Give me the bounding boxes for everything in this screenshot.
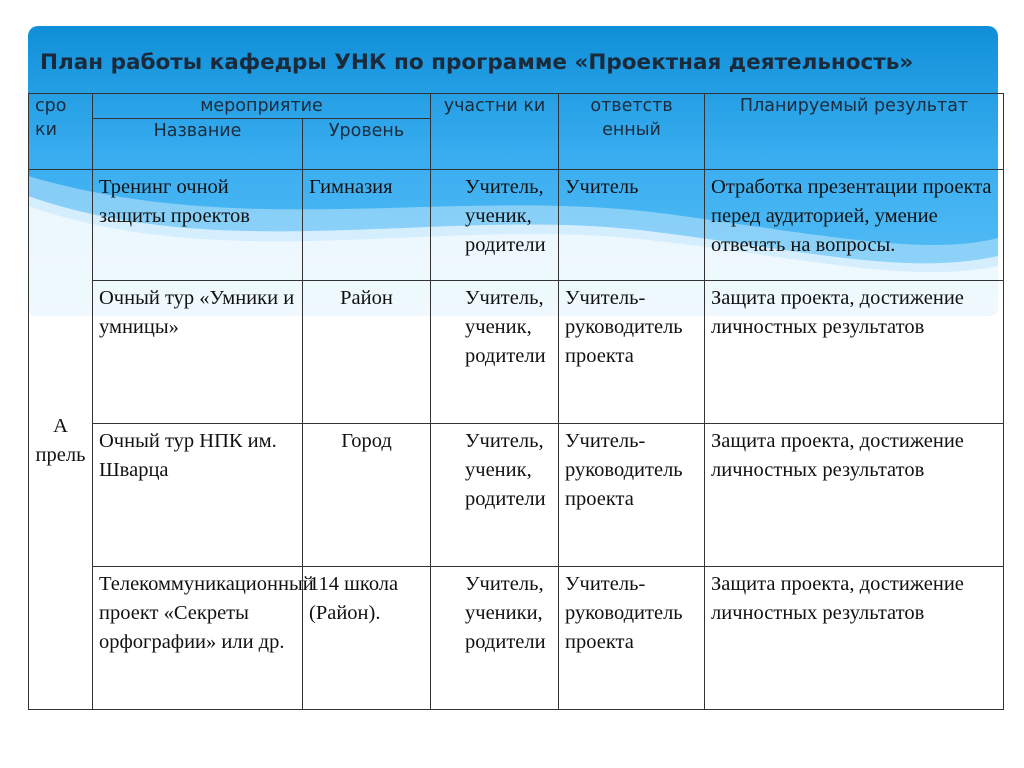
responsible-cell: Учитель-руководитель проекта — [559, 424, 705, 567]
table-row — [29, 170, 1004, 281]
header-terms: сро ки — [29, 94, 93, 170]
table-row — [29, 281, 1004, 424]
participants-cell: Учитель, ученики, родители — [431, 567, 559, 710]
header-participants: участни ки — [431, 94, 559, 170]
level-cell: Город — [303, 424, 431, 567]
participants-cell: Учитель, ученик, родители — [431, 170, 559, 281]
term-cell: А прель — [29, 170, 93, 710]
responsible-cell: Учитель-руководитель проекта — [559, 281, 705, 424]
plan-table — [28, 93, 1004, 710]
responsible-cell: Учитель — [559, 170, 705, 281]
event-name-cell: Тренинг очной защиты проектов — [93, 170, 303, 281]
page-title: План работы кафедры УНК по программе «Проектная деятельность» — [40, 50, 914, 75]
table-row — [29, 567, 1004, 710]
level-cell: Район — [303, 281, 431, 424]
result-cell: Защита проекта, достижение личностных результатов — [705, 281, 1004, 424]
header-row — [29, 94, 1004, 119]
header-result: Планируемый результат — [705, 94, 1004, 170]
header-responsible: ответств енный — [559, 94, 705, 170]
event-name-cell: Телекоммуникационный проект «Секреты орфографии» или др. — [93, 567, 303, 710]
header-level: Уровень — [303, 119, 431, 170]
result-cell: Отработка презентации проекта перед аудиторией, умение отвечать на вопросы. — [705, 170, 1004, 281]
responsible-cell: Учитель-руководитель проекта — [559, 567, 705, 710]
result-cell: Защита проекта, достижение личностных результатов — [705, 567, 1004, 710]
participants-cell: Учитель, ученик, родители — [431, 281, 559, 424]
participants-cell: Учитель, ученик, родители — [431, 424, 559, 567]
event-name-cell: Очный тур «Умники и умницы» — [93, 281, 303, 424]
result-cell: Защита проекта, достижение личностных результатов — [705, 424, 1004, 567]
level-cell: 114 школа (Район). — [303, 567, 431, 710]
header-event: мероприятие — [93, 94, 431, 119]
level-cell: Гимназия — [303, 170, 431, 281]
event-name-cell: Очный тур НПК им. Шварца — [93, 424, 303, 567]
header-name: Название — [93, 119, 303, 170]
table-row — [29, 424, 1004, 567]
